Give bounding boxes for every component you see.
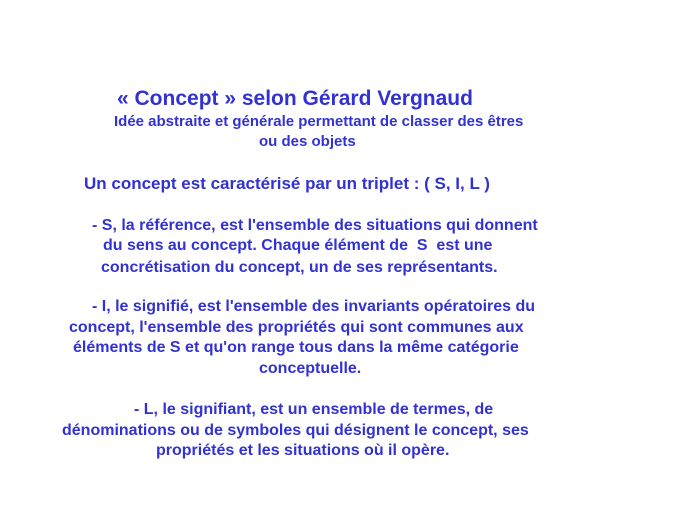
slide-title: « Concept » selon Gérard Vergnaud: [117, 87, 473, 110]
item-i-line-3: éléments de S et qu'on range tous dans la même catégorie: [73, 339, 519, 356]
item-l-line-1: - L, le signifiant, est un ensemble de termes, de: [134, 401, 494, 418]
item-l-line-2: dénominations ou de symboles qui désignent le concept, ses: [62, 422, 529, 439]
item-s-line-3: concrétisation du concept, un de ses représentants.: [101, 259, 498, 276]
triplet-heading: Un concept est caractérisé par un triplet : ( S, I, L ): [84, 174, 490, 193]
item-i-line-1: - I, le signifié, est l'ensemble des invariants opératoires du: [92, 298, 536, 315]
subtitle-line-1: Idée abstraite et générale permettant de classer des êtres: [114, 113, 524, 130]
item-i-line-2: concept, l'ensemble des propriétés qui sont communes aux: [69, 319, 524, 336]
item-s-line-1: - S, la référence, est l'ensemble des situations qui donnent: [92, 217, 538, 234]
subtitle-line-2: ou des objets: [259, 133, 356, 150]
item-i-line-4: conceptuelle.: [259, 360, 362, 377]
item-l-line-3: propriétés et les situations où il opère.: [156, 442, 450, 459]
item-s-line-2: du sens au concept. Chaque élément de S est une: [103, 237, 493, 254]
